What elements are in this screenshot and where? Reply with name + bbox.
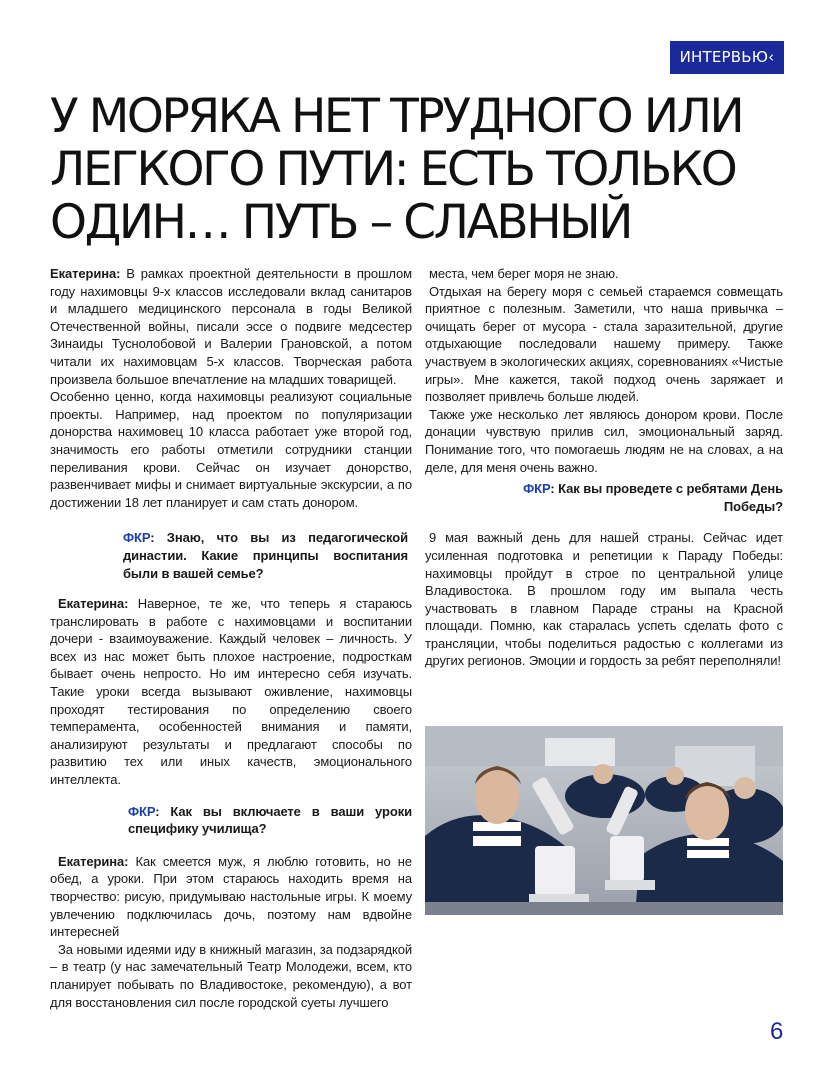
- interview-question: [505, 480, 783, 515]
- answer-paragraph: 9 мая важный день для нашей страны. Сейчас идет усиленная подготовка и репетиции к Параду Победы: нахимовцы пройдут в строе по центральной улице Владивостока. В прошлом году им выпала честь участвовать в главном Параде страны на Красной площади. Помню, как старалась успеть сделать фото с трансляции, чтобы поделиться радостью с коллегами из других регионов. Эмоции и гордость за ребят переполняли!: [425, 530, 783, 669]
- question-text: : Как вы включаете в ваши уроки специфику училища?: [128, 803, 412, 837]
- interview-question: [123, 529, 408, 582]
- answer-paragraph: места, чем берег моря не знаю.: [429, 266, 619, 281]
- interviewer-label: ФКР: [523, 481, 551, 497]
- page-number: 6: [770, 1018, 784, 1045]
- interviewer-label: ФКР: [128, 803, 156, 819]
- answer-text: Как смеется муж, я люблю готовить, но не обед, а уроки. При этом стараюсь находить время на творчество: рисую, придумываю настольные игры. К моему увлечению подключилась дочь, поэтому нам вдвойне интересней: [50, 853, 413, 940]
- question-text: : Знаю, что вы из педагогической династии. Какие принципы воспитания были в вашей семье?: [123, 530, 408, 581]
- answer-paragraph: [50, 853, 412, 941]
- speaker-name: Екатерина:: [50, 266, 121, 281]
- answer-paragraph: [50, 265, 412, 388]
- page-title: [50, 90, 790, 249]
- answer-paragraph: [50, 595, 412, 789]
- answer-text: Наверное, те же, что теперь я стараюсь транслировать в работе с нахимовцами и воспитании дочери - взаимоуважение. Каждый человек – личность. У всех из нас может быть плохое настроение, подросткам бывает очень непросто. Но им интересно себя изучать. Такие уроки всегда вызывают оживление, нахимовцы проходят тестирования по определению своего темперамента, особенностей внимания и памяти, анализируют результаты и предлагают способы по развитию тех или иных качеств, эмоционального интеллекта.: [50, 596, 412, 788]
- interviewer-label: ФКР: [123, 530, 151, 546]
- answer-paragraph: За новыми идеями иду в книжный магазин, за подзарядкой – в театр (у нас замечательный Театр Молодежи, всем, кто планирует побывать по Владивостоке, рекомендую), а вот для восстановления сил после городской суеты лучшего: [50, 941, 412, 1010]
- speaker-name: Екатерина:: [58, 853, 129, 869]
- classroom-photo: [425, 726, 783, 915]
- answer-paragraph: Особенно ценно, когда нахимовцы реализуют социальные проекты. Например, над проектом по популяризации донорства нахимовец 10 класса работает уже второй год, значимость его работы отметили сотрудники станции переливания крови. Сейчас он изучает донорство, развенчивает мифы и снимает виртуальные экскурсии, а по достижении 18 лет планирует и сам стать донором.: [50, 389, 412, 510]
- section-badge: ИНТЕРВЬЮ‹: [670, 41, 784, 74]
- title-line-2: ЛЕГКОГО ПУТИ: ЕСТЬ ТОЛЬКО: [50, 142, 736, 197]
- right-column: [425, 265, 783, 670]
- title-line-3: ОДИН… ПУТЬ – СЛАВНЫЙ: [50, 195, 631, 250]
- answer-paragraph: Также уже несколько лет являюсь донором крови. После донации чувствую прилив сил, эмоциональный заряд. Понимание того, что помогаешь людям не на словах, а на деле, для меня очень важно.: [425, 406, 783, 475]
- speaker-name: Екатерина:: [58, 596, 129, 612]
- answer-paragraph: Отдыхая на берегу моря с семьей стараемся совмещать приятное с полезным. Заметили, что наша привычка – очищать берег от мусора - стала заразительной, другие отдыхающие последовали нашему примеру. Также участвуем в экологических акциях, соревнованиях «Чистые игры». Мне кажется, такой подход очень заряжает и позволяет привлечь больше людей.: [425, 283, 783, 405]
- question-text: : Как вы проведете с ребятами День Победы?: [550, 481, 783, 514]
- answer-text: В рамках проектной деятельности в прошлом году нахимовцы 9-х классов исследовали вклад санитаров и младшего медицинского персонала в годы Великой Отечественной войны, писали эссе о подвиге медсестер Зинаиды Туснолобовой и Валерии Грановской, а потом читали их нахимовцам 5-х классов. Творческая работа произвела большое впечатление на младших товарищей.: [50, 266, 412, 387]
- left-column: [50, 265, 412, 1011]
- interview-question: [128, 803, 412, 838]
- title-line-1: У МОРЯКА НЕТ ТРУДНОГО ИЛИ: [50, 89, 743, 144]
